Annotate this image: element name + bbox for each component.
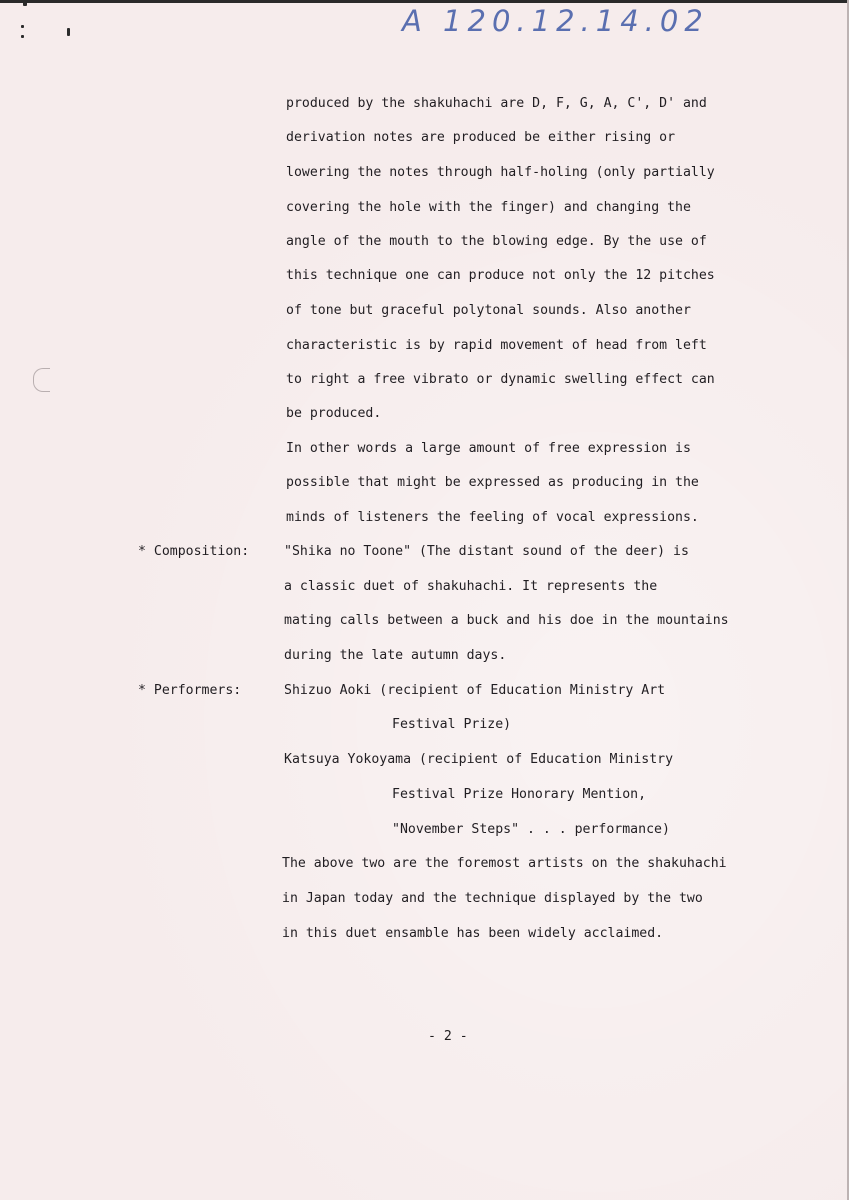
body-line: during the late autumn days. <box>284 648 507 663</box>
body-line: "November Steps" . . . performance) <box>392 822 670 837</box>
body-line: angle of the mouth to the blowing edge. By the use of <box>286 234 707 249</box>
composition-label: * Composition: <box>138 544 250 559</box>
body-line: a classic duet of shakuhachi. It represents the <box>284 579 658 594</box>
body-line: this technique one can produce not only the 12 pitches <box>286 268 715 283</box>
body-line: be produced. <box>286 406 382 421</box>
body-line: mating calls between a buck and his doe in the mountains <box>284 613 729 628</box>
body-line: of tone but graceful polytonal sounds. Also another <box>286 303 691 318</box>
punch-mark-4 <box>23 2 27 6</box>
body-line: Shizuo Aoki (recipient of Education Ministry Art <box>284 683 666 698</box>
archive-reference: A 120.12.14.02 <box>402 4 709 38</box>
performers-label: * Performers: <box>138 683 242 698</box>
body-line: "Shika no Toone" (The distant sound of the deer) is <box>284 544 689 559</box>
body-line: to right a free vibrato or dynamic swelling effect can <box>286 372 715 387</box>
punch-mark-1 <box>21 25 24 28</box>
body-line: characteristic is by rapid movement of head from left <box>286 338 707 353</box>
body-line: Festival Prize Honorary Mention, <box>392 787 647 802</box>
body-line: minds of listeners the feeling of vocal expressions. <box>286 510 699 525</box>
body-line: Katsuya Yokoyama (recipient of Education Ministry <box>284 752 674 767</box>
body-line: The above two are the foremost artists on the shakuhachi <box>282 856 727 871</box>
page-top-edge <box>0 0 849 3</box>
punch-mark-3 <box>67 28 70 36</box>
body-line: in Japan today and the technique displayed by the two <box>282 891 703 906</box>
body-line: Festival Prize) <box>392 717 512 732</box>
body-line: produced by the shakuhachi are D, F, G, A, C', D' and <box>286 96 707 111</box>
body-line: possible that might be expressed as producing in the <box>286 475 699 490</box>
body-line: In other words a large amount of free expression is <box>286 441 691 456</box>
body-line: covering the hole with the finger) and changing the <box>286 200 691 215</box>
body-line: lowering the notes through half-holing (only partially <box>286 165 715 180</box>
body-line: derivation notes are produced be either rising or <box>286 130 676 145</box>
page-number: - 2 - <box>428 1029 468 1044</box>
body-line: in this duet ensamble has been widely acclaimed. <box>282 926 664 941</box>
punch-mark-2 <box>21 35 24 38</box>
staple-mark <box>33 368 50 392</box>
